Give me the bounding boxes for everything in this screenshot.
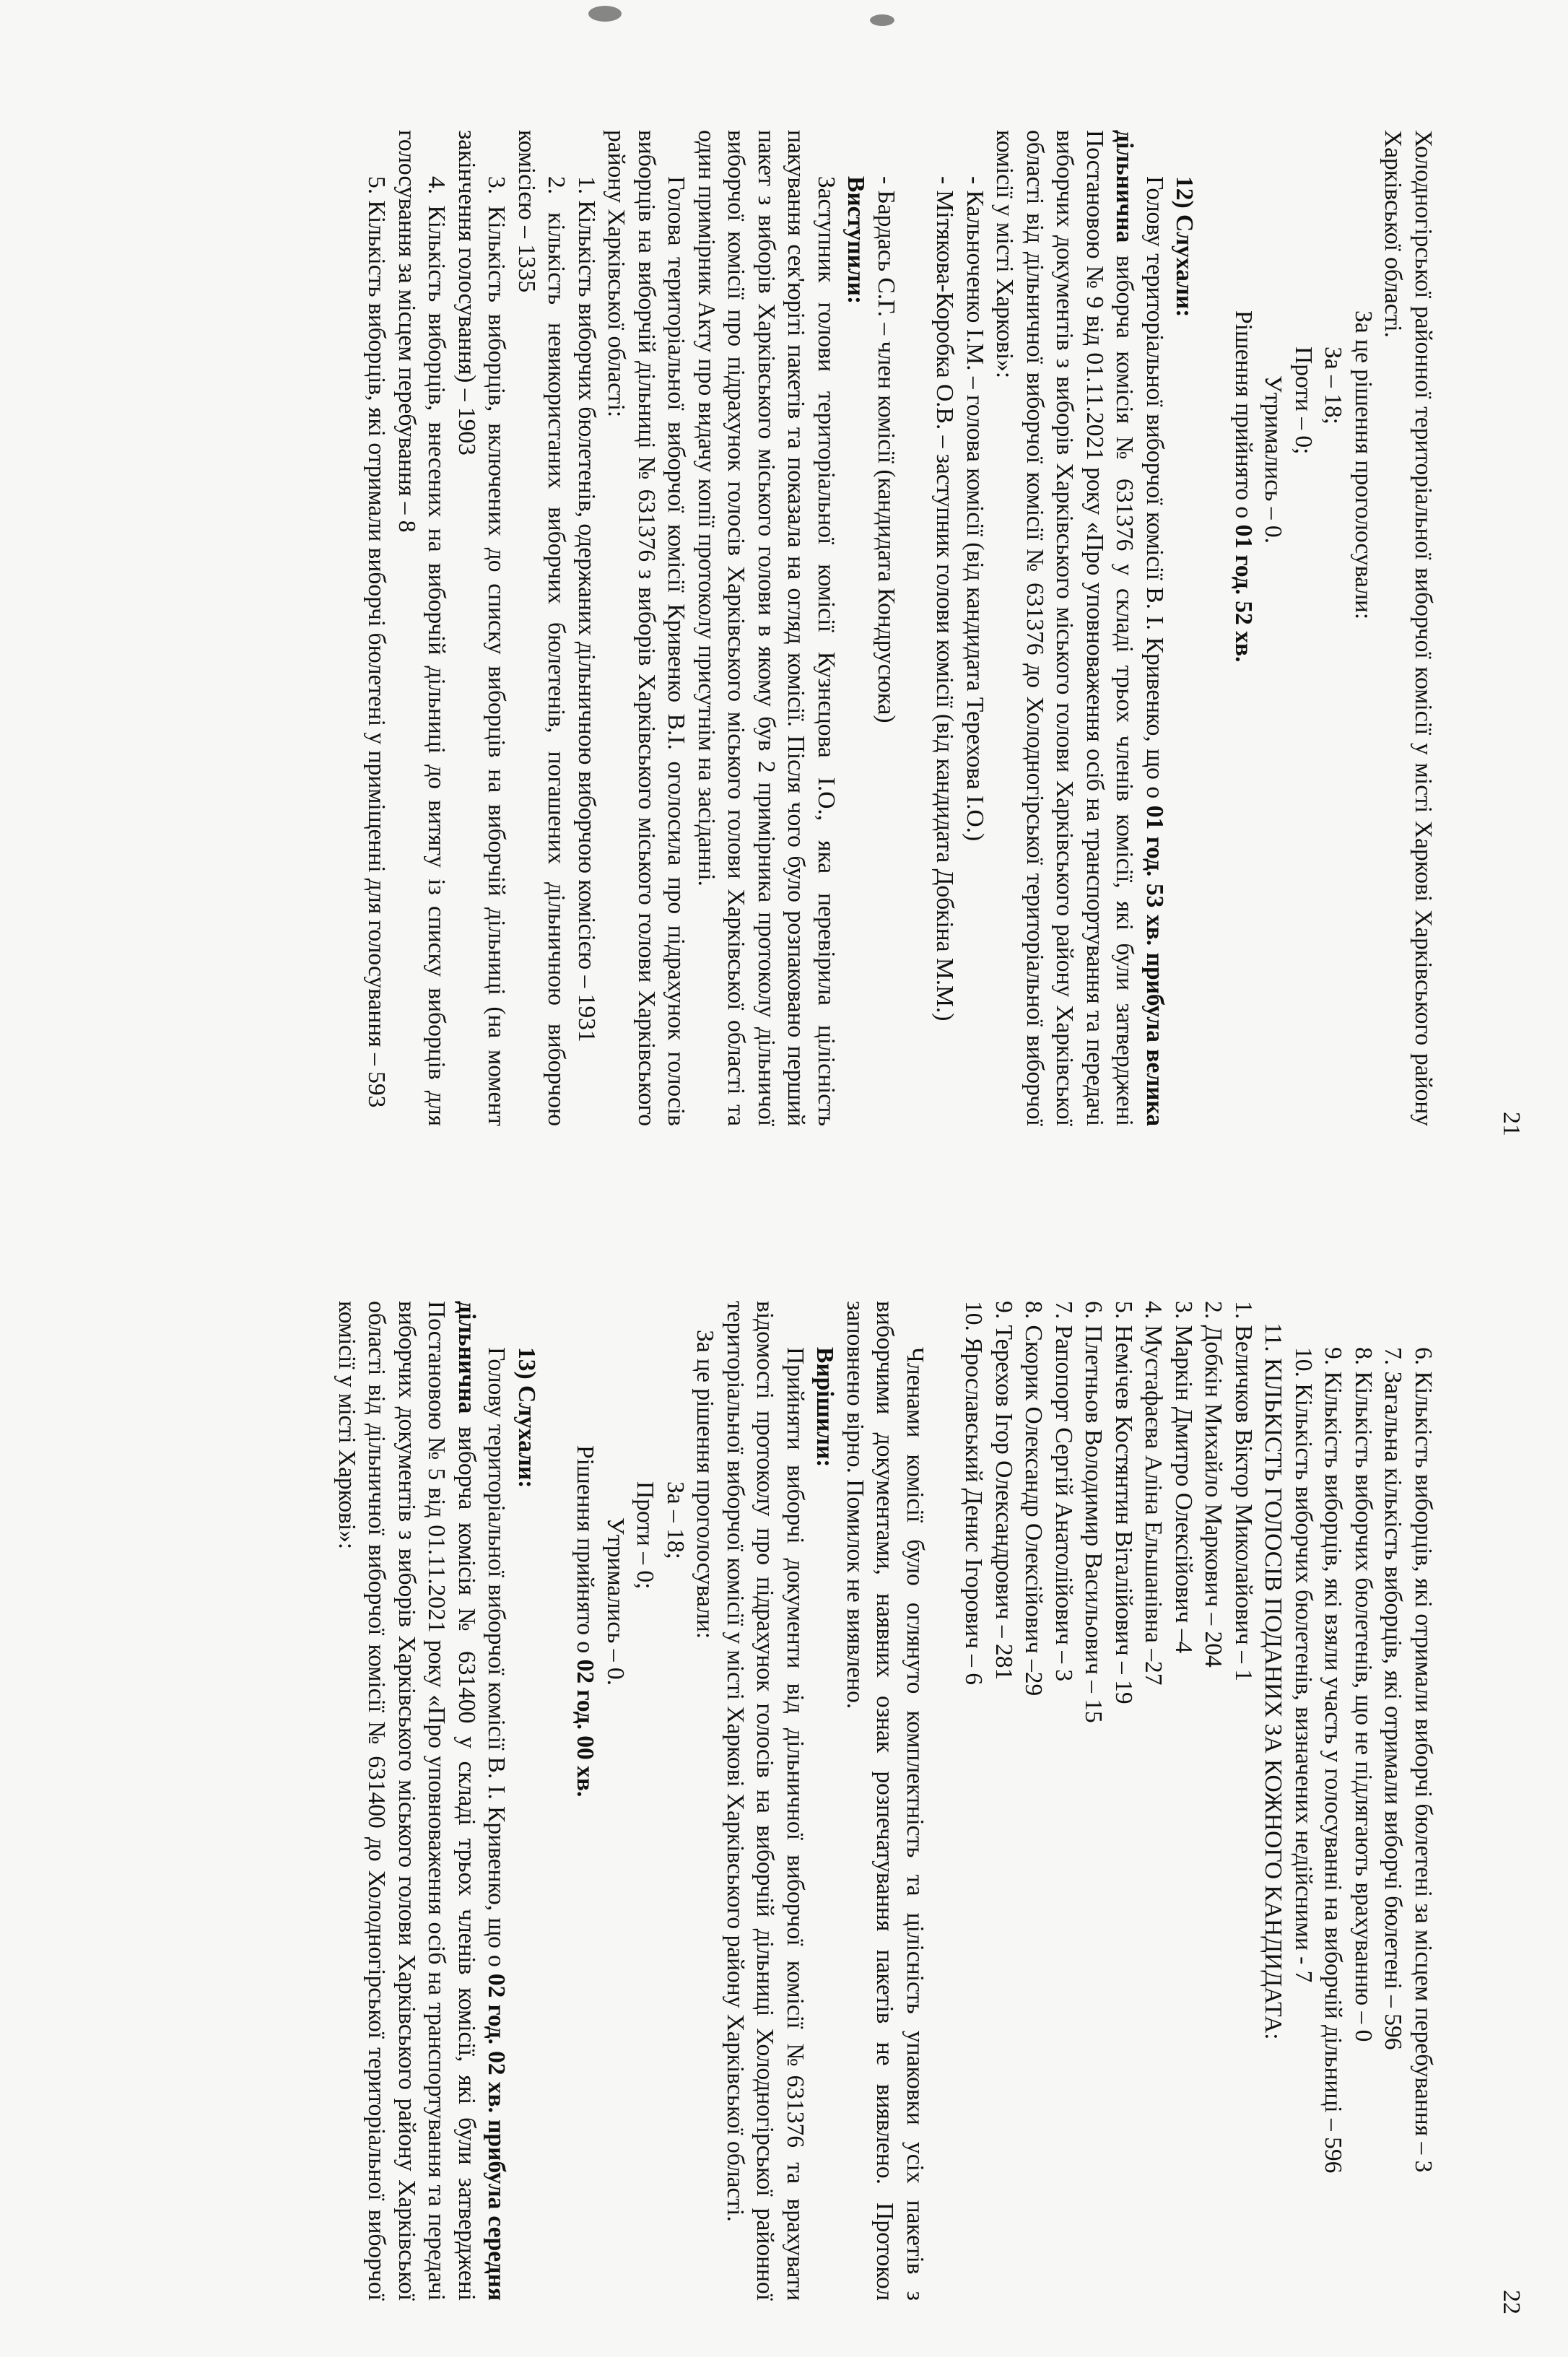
candidate-list xyxy=(959,1301,1258,2301)
candidate-row: 3. Маркін Дмитро Олексійович –4 xyxy=(1170,1301,1197,1654)
candidate-row: 9. Терехов Ігор Олександрович – 281 xyxy=(990,1301,1017,1681)
count-item: 5. Кількість виборців, які отримали виборчі бюлетені у приміщенні для голосування – 593 xyxy=(363,176,391,1108)
candidate-row: 10. Ярославський Денис Ігорович – 6 xyxy=(960,1301,988,1686)
candidate-row: 2. Добкін Михайло Маркович – 204 xyxy=(1200,1301,1227,1668)
vote-for: За – 18; xyxy=(1320,347,1347,424)
count-item: 3. Кількість виборців, включених до списку виборців на виборчій дільниці (на момент закінчення голосування) – 1903 xyxy=(453,130,510,1126)
candidate-row: 6. Плетньов Володимир Васильович – 15 xyxy=(1080,1301,1107,1723)
count-item: 8. Кількість виборчих бюлетенів, що не підлягають врахуванню – 0 xyxy=(1350,1347,1377,2042)
count-item: 10. Кількість виборчих бюлетенів, визначених недійсними - 7 xyxy=(1290,1347,1317,1983)
heard-paragraph: Голову територіальної виборчої комісії В. І. Кривенко, що о 02 год. 02 хв. прибула середня дільнична виборча комісія № 631400 у складі трьох членів комісії, які були затверджені Постановою № 5 від 01.11.2021 року «Про уповноваження осіб на транспортування та передачі виборчих документів з виборів Харківського міського голови Харківського району Харківської області від дільничної виборчої комісії № 631400 до Холодногірської територіальної виборчої комісії у місті Харкові»: xyxy=(334,1301,510,2301)
section-title: 12) Слухали: xyxy=(1171,176,1198,318)
spoke-paragraph: Заступник голови територіальної комісії Кузнєцова І.О., яка перевірила цілісність пакування сек'юріті пакетів та показала на огляд комісії. Після чого було розпаковано перший пакет з виборів Харківського міського голови в якому був 2 примірника протоколу дільничої виборчої комісії про підрахунок голосів Харківського міського голови Харківської області та один примірник Акту про видачу копії протоколу присутнім на засіданні. xyxy=(693,130,840,1126)
page-text xyxy=(362,130,1438,1126)
voted-label: За це рішення проголосували: xyxy=(692,1330,719,1639)
page-21 xyxy=(0,0,1568,1178)
decision-line: Рішення прийнято о 01 год. 52 хв. xyxy=(1230,310,1257,663)
vote-abstain: Утримались – 0. xyxy=(602,1517,629,1686)
candidate-row: 1. Величков Віктор Миколайович – 1 xyxy=(1230,1301,1257,1681)
member-item: - Бардась С.Г. – член комісії (кандидата Кондрусюка) xyxy=(873,176,900,723)
member-item: - Кальноченко І.М. – голова комісії (від кандидата Терехова І.О.) xyxy=(962,176,988,842)
count-item: 6. Кількість виборців, які отримали виборчі бюлетені за місцем перебування – 3 xyxy=(1410,1347,1437,2173)
count-item: 7. Загальна кількість виборців, які отримали виборчі бюлетені – 596 xyxy=(1380,1347,1407,2050)
decision-line: Рішення прийнято о 02 год. 00 хв. xyxy=(572,1445,599,1798)
check-paragraph: Членами комісії було оглянуто комплектність та цілісність упаковки усіх пакетів з виборчими документами, наявних ознак розпечатування пакетів не виявлено. Протокол заповнено вірно. Помилок не виявлено. xyxy=(842,1301,928,2301)
count-item: 4. Кількість виборців, внесених на виборчій дільниці до витягу із списку виборців для голосування за місцем перебування – 8 xyxy=(393,130,450,1126)
page-number: 22 xyxy=(1498,2290,1525,2314)
candidate-row: 5. Немічев Костянтин Віталійович – 19 xyxy=(1110,1301,1137,1704)
spoke-paragraph: Голова територіальної виборчої комісії Кривенко В.І. оголосила про підрахунок голосів виборців на виборчій дільниці № 631376 з виборів Харківського міського голови Харківського району Харківської області: xyxy=(603,130,690,1126)
spoke-title: Виступили: xyxy=(842,176,870,305)
vote-against: Проти – 0; xyxy=(632,1481,659,1590)
count-item: 2. кількість невикористаних виборчих бюлетенів, погашених дільничною виборчою комісією – 1335 xyxy=(513,130,570,1126)
decided-title: Вирішили: xyxy=(811,1347,839,1468)
voted-label: За це рішення проголосували: xyxy=(1350,310,1377,620)
candidate-row: 4. Мустафаєва Аліна Ельшанівна –27 xyxy=(1140,1301,1167,1686)
decided-paragraph: Прийняти виборчі документи від дільничної виборчої комісії №631376 та врахувати відомості протоколу про підрахунок голосів на виборчій дільниці Холодногірської районної територіальної виборчої комісії у місті Харкові Харківського району Харківської області. xyxy=(722,1301,809,2301)
vote-abstain: Утримались – 0. xyxy=(1260,375,1287,544)
page-number: 21 xyxy=(1498,1112,1525,1136)
candidate-row: 7. Рапопорт Сергій Анатолійович – 3 xyxy=(1050,1301,1077,1682)
member-item: - Мітякова-Коробка О.В. – заступник голови комісії (від кандидата Добкіна М.М.) xyxy=(931,176,959,1021)
section-title: 13) Слухали: xyxy=(513,1347,540,1489)
count-item: 9. Кількість виборців, які взяли участь у голосуванні на виборчій дільниці – 596 xyxy=(1320,1347,1347,2174)
page-text xyxy=(332,1301,1439,2301)
candidate-row: 8. Скорик Олександр Олексійович –29 xyxy=(1020,1301,1047,1696)
heard-paragraph: Голову територіальної виборчої комісії В. І. Кривенко, що о 01 год. 53 хв. прибула велика дільнична виборча комісія № 631376 у складі трьох членів комісії, які були затверджені Постановою № 9 від 01.11.2021 року «Про уповноваження осіб на транспортування та передачі виборчих документів з виборів Харківського міського голови Харківського району Харківської області від дільничної виборчої комісії № 631376 до Холодногірської територіальної виборчої комісії у місті Харкові»: xyxy=(991,130,1168,1127)
vote-against: Проти – 0; xyxy=(1290,347,1317,455)
candidates-heading: 11. КІЛЬКІСТЬ ГОЛОСІВ ПОДАНИХ ЗА КОЖНОГО КАНДИДАТА: xyxy=(1260,1323,1287,2040)
count-item: 1. Кількість виборчих бюлетенів, одержаних дільничною виборчою комісією – 1931 xyxy=(573,176,600,1042)
vote-for: За – 18; xyxy=(662,1481,689,1559)
page-22 xyxy=(0,1178,1568,2357)
intro-paragraph: Холодногірської районної територіальної виборчої комісії у місті Харкові Харківського району Харківської області. xyxy=(1380,130,1437,1126)
